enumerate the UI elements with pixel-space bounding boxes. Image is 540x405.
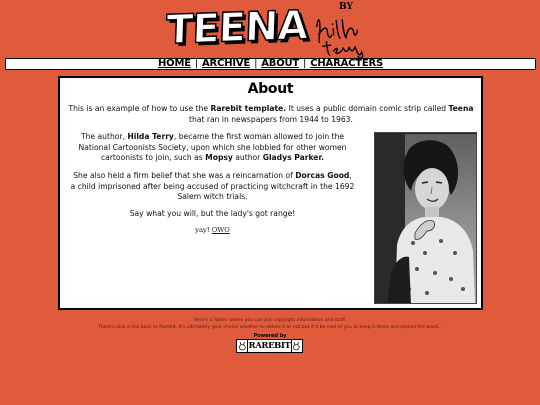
text: author [232,153,263,162]
text: The author, [80,132,128,141]
text: This is an example of how to use the [68,104,211,113]
footer-line-1: Here's a footer where you can put copyright information and stuff. [193,318,347,323]
text: , became the first woman allowed to join the National Cartoonists Society, upon which she lobbied for other women cartoonists to join, such as [78,132,347,162]
logo-wordmark: TEENA [165,2,309,54]
nav-home-link[interactable]: HOME [157,58,191,69]
nav-archive-link[interactable]: ARCHIVE [202,58,251,69]
text: It uses a public domain comic strip called [286,104,449,113]
rarebit-badge-text: RAREBIT [248,341,291,351]
author-photo-drawing [375,133,477,304]
rabbit-icon [238,341,247,351]
gladys-parker-text: Gladys Parker. [262,153,325,162]
about-panel [58,76,483,310]
text: that ran in newspapers from 1944 to 1963. [189,114,353,124]
yay-text: yay! [195,226,212,234]
author-photo [374,132,477,304]
belief-paragraph [70,171,355,203]
author-paragraph [70,132,355,164]
yay-paragraph [70,225,355,236]
range-paragraph: Say what you will, but the lady's got range! [129,209,296,218]
nav-separator: | [194,58,199,69]
nav-about-link[interactable]: ABOUT [261,58,300,69]
intro-paragraph [66,104,476,125]
text: , a child imprisoned after being accused of practicing witchcraft in the 1692 Salem witch trials. [70,171,355,201]
site-footer [0,318,540,332]
logo-by-text: BY [339,2,353,12]
powered-by-label: Powered by [253,333,287,339]
signature-drawing [309,7,374,63]
site-logo[interactable] [166,2,376,58]
nav-separator: | [254,58,258,69]
footer-line-2: There's also a link back to Rarebit. It's ultimately your choice whether to delete it or not but it'd be cool of you to keep it there and spread the word... [97,324,443,330]
text: She also held a firm belief that she was a reincarnation of [73,171,296,180]
teena-text: Teena [448,104,474,113]
rabbit-icon [292,341,301,351]
nav-characters-link[interactable]: CHARACTERS [310,58,383,69]
mopsy-text: Mopsy [205,153,233,162]
nav-separator: | [303,58,307,69]
rarebit-template-text: Rarebit template. [210,104,287,113]
owo-link[interactable]: OWO [211,226,230,234]
rarebit-badge-link[interactable] [236,339,303,353]
page-title: About [247,81,294,97]
hilda-terry-text: Hilda Terry [127,132,174,141]
main-nav [5,58,536,70]
dorcas-good-text: Dorcas Good [295,171,350,180]
